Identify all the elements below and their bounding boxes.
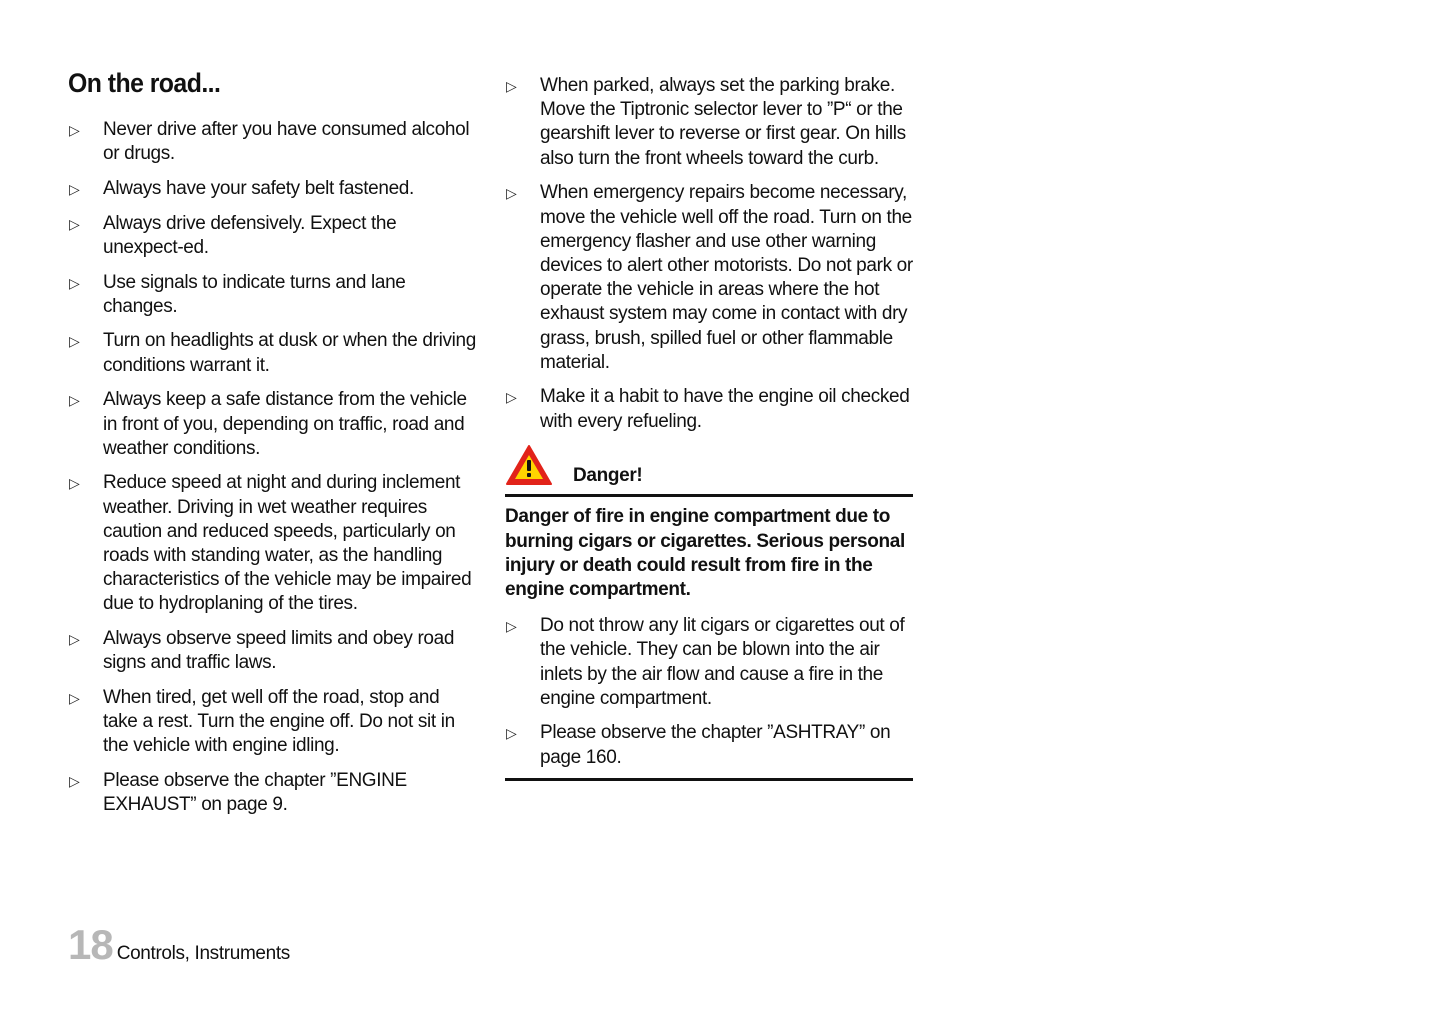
left-bullet-list xyxy=(68,118,478,818)
triangle-bullet-icon: ▷ xyxy=(69,392,80,409)
triangle-bullet-icon: ▷ xyxy=(506,725,517,742)
triangle-bullet-icon: ▷ xyxy=(69,274,80,291)
list-item: ▷ When emergency repairs become necessary, move the vehicle well off the road. Turn on the emergency flasher and use other warning devices to alert other motorists. Do not park or operate the vehicle in areas where the hot exhaust system may come in contact with dry grass, brush, spilled fuel or other flammable material. xyxy=(506,182,913,373)
danger-bullet-list xyxy=(505,614,913,770)
triangle-bullet-icon: ▷ xyxy=(506,78,517,94)
triangle-bullet-icon: ▷ xyxy=(69,122,80,138)
list-item: ▷ Always drive defensively. Expect the unexpect-ed. xyxy=(69,212,397,258)
page-title: On the road... xyxy=(68,68,221,98)
page-number: 18 xyxy=(68,921,113,968)
warning-triangle-icon xyxy=(505,444,553,486)
list-item: ▷ Please observe the chapter ”ASHTRAY” on page 160. xyxy=(506,722,891,768)
danger-end-rule xyxy=(505,778,913,781)
triangle-bullet-icon: ▷ xyxy=(69,215,80,232)
list-item: ▷ Make it a habit to have the engine oil checked with every refueling. xyxy=(506,386,910,432)
triangle-bullet-icon: ▷ xyxy=(69,475,80,492)
triangle-bullet-icon: ▷ xyxy=(69,773,80,790)
list-item: ▷ Use signals to indicate turns and lane changes. xyxy=(69,271,406,317)
list-item: ▷ Always keep a safe distance from the vehicle in front of you, depending on traffic, road and weather conditions. xyxy=(69,389,467,459)
list-item: ▷ Always have your safety belt fastened. xyxy=(68,177,478,201)
list-item: ▷ Reduce speed at night and during inclement weather. Driving in wet weather requires caution and reduced speeds, particularly on roads with standing water, as the handling characteristics of the vehicle may be impaired due to hydroplaning of the tires. xyxy=(69,472,472,615)
triangle-bullet-icon: ▷ xyxy=(69,631,80,648)
triangle-bullet-icon: ▷ xyxy=(506,618,517,635)
triangle-bullet-icon: ▷ xyxy=(506,389,517,406)
triangle-bullet-icon: ▷ xyxy=(506,185,517,202)
danger-label: Danger! xyxy=(573,465,643,487)
list-item: ▷ Do not throw any lit cigars or cigarettes out of the vehicle. They can be blown into the air inlets by the air flow and cause a fire in the engine compartment. xyxy=(506,615,905,709)
left-column xyxy=(68,118,478,828)
list-item: ▷ Please observe the chapter ”ENGINE EXHAUST” on page 9. xyxy=(69,770,407,816)
danger-header xyxy=(505,444,913,497)
page-footer xyxy=(68,921,290,971)
right-bullet-list xyxy=(505,74,913,434)
list-item: ▷ Never drive after you have consumed alcohol or drugs. xyxy=(69,119,470,165)
list-item: ▷ Turn on headlights at dusk or when the driving conditions warrant it. xyxy=(69,330,476,376)
danger-text: Danger of fire in engine compartment due to burning cigars or cigarettes. Serious personal injury or death could result from fire in the engine compartment. xyxy=(505,506,905,600)
list-item: ▷ When parked, always set the parking brake. Move the Tiptronic selector lever to ”P“ or the gearshift lever to reverse or first gear. On hills also turn the front wheels toward the curb. xyxy=(506,75,906,169)
section-name: Controls, Instruments xyxy=(116,943,290,964)
triangle-bullet-icon: ▷ xyxy=(69,690,80,707)
triangle-bullet-icon: ▷ xyxy=(69,180,80,197)
triangle-bullet-icon: ▷ xyxy=(69,333,80,350)
list-item: ▷ Always observe speed limits and obey road signs and traffic laws. xyxy=(69,628,455,674)
right-column xyxy=(505,74,913,781)
list-item: ▷ When tired, get well off the road, stop and take a rest. Turn the engine off. Do not sit in the vehicle with engine idling. xyxy=(69,687,455,757)
